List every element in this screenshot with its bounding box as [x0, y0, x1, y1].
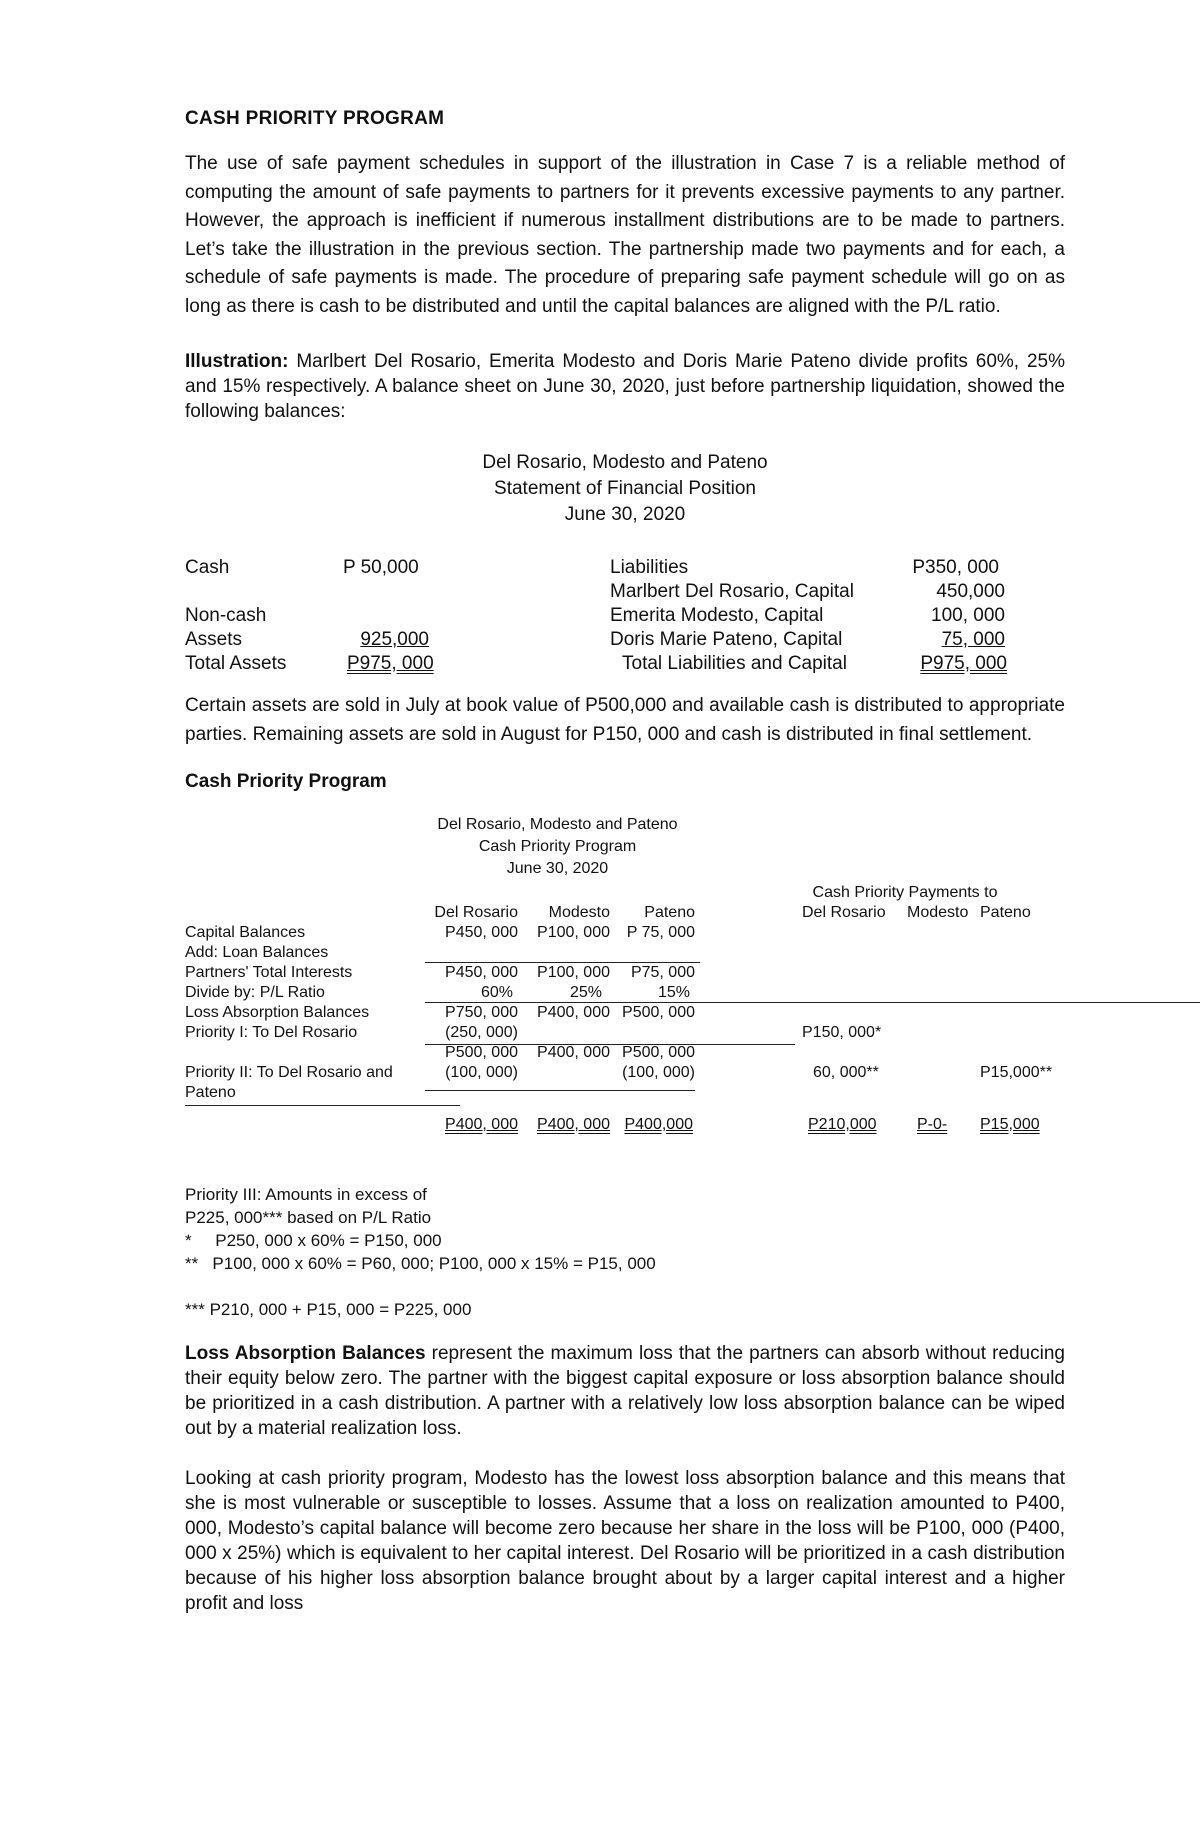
tot-mo: P100, 000: [537, 964, 610, 981]
lab-pa: P500, 000: [622, 1004, 695, 1021]
total-lc-value: P975, 000: [920, 653, 1007, 674]
row-loss-absorption: Loss Absorption Balances: [185, 1004, 370, 1021]
row-divide-ratio: Divide by: P/L Ratio: [185, 984, 325, 1001]
cash-value: P 50,000: [343, 557, 419, 578]
fin-mo: P400, 000: [537, 1116, 610, 1133]
assets-label: Assets: [185, 629, 243, 650]
lab-text: represent the maximum loss that the partners can absorb without reducing their equity below zero. The partner with the biggest capital exposure or loss absorption balance should be prioritized in a cash distribution. A partner with a relatively low loss absorption balance can be wiped out by a material realization loss.: [185, 1343, 1065, 1439]
balance-sheet: [185, 556, 1065, 678]
total-lc-label: Total Liabilities and Capital: [622, 653, 847, 674]
cap-dr: P450, 000: [445, 924, 518, 941]
noncash-label: Non-cash: [185, 605, 267, 626]
note-2: ** P100, 000 x 60% = P60, 000; P100, 000 x 15% = P15, 000: [185, 1254, 656, 1273]
cpp-company: Del Rosario, Modesto and Pateno: [437, 816, 678, 833]
cash-priority-table: [185, 815, 1065, 1175]
document-page: [185, 108, 1065, 1616]
intro-paragraph: The use of safe payment schedules in support of the illustration in Case 7 is a reliable method of computing the amount of safe payments to partners for it prevents excessive payments to any partner. However, the approach is inefficient if numerous installment distributions are to be made to partners. Let’s take the illustration in the previous section. The partnership made two payments and for each, a schedule of safe payments is made. The procedure of preparing safe payment schedule will go on as long as there is cash to be distributed and until the capital balances are aligned with the P/L ratio.: [185, 153, 1065, 317]
cpp-date: June 30, 2020: [506, 860, 609, 877]
p2-pa: (100, 000): [622, 1064, 695, 1081]
final-paragraph: Looking at cash priority program, Modesto has the lowest loss absorption balance and this means that she is most vulnerable or susceptible to losses. Assume that a loss on realization amounted to P400, 000, Modesto’s capital balance will become zero because her share in the loss will be P100, 000 (P400, 000 x 25%) which is equivalent to her capital interest. Del Rosario will be prioritized in a cash distribution because of his higher loss absorption balance brought about by a larger capital interest and a higher profit and loss: [185, 1468, 1065, 1614]
capital-1-value: 450,000: [936, 581, 1005, 602]
capital-3-label: Doris Marie Pateno, Capital: [610, 629, 843, 650]
bal1-mo: P400, 000: [537, 1044, 610, 1061]
cap-pa: P 75, 000: [626, 924, 695, 941]
p1-pay-dr: P150, 000*: [802, 1024, 882, 1041]
ratio-mo: 25%: [569, 984, 602, 1001]
sfp-company: Del Rosario, Modesto and Pateno: [482, 452, 768, 473]
p2-pay-dr: 60, 000**: [813, 1064, 879, 1081]
note-3: *** P210, 000 + P15, 000 = P225, 000: [185, 1300, 472, 1319]
row-capital-balances: Capital Balances: [185, 924, 306, 941]
page-heading: CASH PRIORITY PROGRAM: [185, 108, 445, 129]
notes: [185, 1183, 1065, 1321]
bal1-dr: P500, 000: [445, 1044, 518, 1061]
row-priority-2: Priority II: To Del Rosario and: [185, 1064, 393, 1081]
assets-value: 925,000: [360, 629, 429, 650]
col-pateno: Pateno: [644, 904, 695, 921]
lab-label: Loss Absorption Balances: [185, 1343, 426, 1364]
pay-col-del-rosario: Del Rosario: [802, 904, 886, 921]
p2-dr: (100, 000): [445, 1064, 518, 1081]
rule-4: [425, 1090, 695, 1091]
total-assets-label: Total Assets: [185, 653, 287, 674]
illustration-text: Marlbert Del Rosario, Emerita Modesto and Doris Marie Pateno divide profits 60%, 25% and 15% respectively. A balance sheet on June 30, 2020, just before partnership liquidation, showed the following balances:: [185, 351, 1065, 422]
ratio-pa: 15%: [657, 984, 690, 1001]
col-modesto: Modesto: [548, 904, 610, 921]
sum-dr: P210,000: [808, 1116, 877, 1133]
lab-mo: P400, 000: [537, 1004, 610, 1021]
capital-2-label: Emerita Modesto, Capital: [610, 605, 824, 626]
liabilities-label: Liabilities: [610, 557, 689, 578]
tot-pa: P75, 000: [630, 964, 695, 981]
capital-3-value: 75, 000: [941, 629, 1005, 650]
cpp-payments-header: Cash Priority Payments to: [812, 884, 998, 901]
cash-label: Cash: [185, 557, 230, 578]
sale-paragraph: Certain assets are sold in July at book value of P500,000 and available cash is distributed to appropriate parties. Remaining assets are sold in August for P150, 000 and cash is distributed in final settlement.: [185, 695, 1065, 745]
capital-1-label: Marlbert Del Rosario, Capital: [610, 581, 854, 602]
row-priority-1: Priority I: To Del Rosario: [185, 1024, 358, 1041]
tot-dr: P450, 000: [445, 964, 518, 981]
sum-pa: P15,000: [980, 1116, 1040, 1133]
bal1-pa: P500, 000: [622, 1044, 695, 1061]
sum-mo: P-0-: [917, 1116, 948, 1133]
col-del-rosario: Del Rosario: [434, 904, 518, 921]
total-assets-value: P975, 000: [347, 653, 434, 674]
cap-mo: P100, 000: [537, 924, 610, 941]
fin-dr: P400, 000: [445, 1116, 518, 1133]
ratio-dr: 60%: [480, 984, 513, 1001]
pay-col-pateno: Pateno: [980, 904, 1031, 921]
fin-pa: P400,000: [624, 1116, 693, 1133]
row-total-interests: Partners' Total Interests: [185, 964, 353, 981]
illustration-label: Illustration:: [185, 351, 289, 372]
capital-2-value: 100, 000: [931, 605, 1005, 626]
lab-dr: P750, 000: [445, 1004, 518, 1021]
loss-absorption-paragraph: [185, 1341, 1065, 1441]
row-priority-2-cont: Pateno: [185, 1084, 236, 1101]
illustration-paragraph: [185, 349, 1065, 424]
cpp-heading: Cash Priority Program: [185, 771, 387, 792]
rule-5: [185, 1105, 460, 1106]
row-loan-balances: Add: Loan Balances: [185, 944, 329, 961]
sfp-header: [185, 450, 1065, 528]
liabilities-value: P350, 000: [912, 557, 999, 578]
sfp-statement: Statement of Financial Position: [494, 478, 756, 499]
pay-col-modesto: Modesto: [907, 904, 969, 921]
note-priority-3: Priority III: Amounts in excess of: [185, 1185, 427, 1204]
note-1: * P250, 000 x 60% = P150, 000: [185, 1231, 442, 1250]
cpp-title: Cash Priority Program: [478, 838, 637, 855]
p1-dr: (250, 000): [445, 1024, 518, 1041]
p2-pay-pa: P15,000**: [980, 1064, 1053, 1081]
note-priority-3-cont: P225, 000*** based on P/L Ratio: [185, 1208, 432, 1227]
sfp-date: June 30, 2020: [564, 504, 686, 525]
